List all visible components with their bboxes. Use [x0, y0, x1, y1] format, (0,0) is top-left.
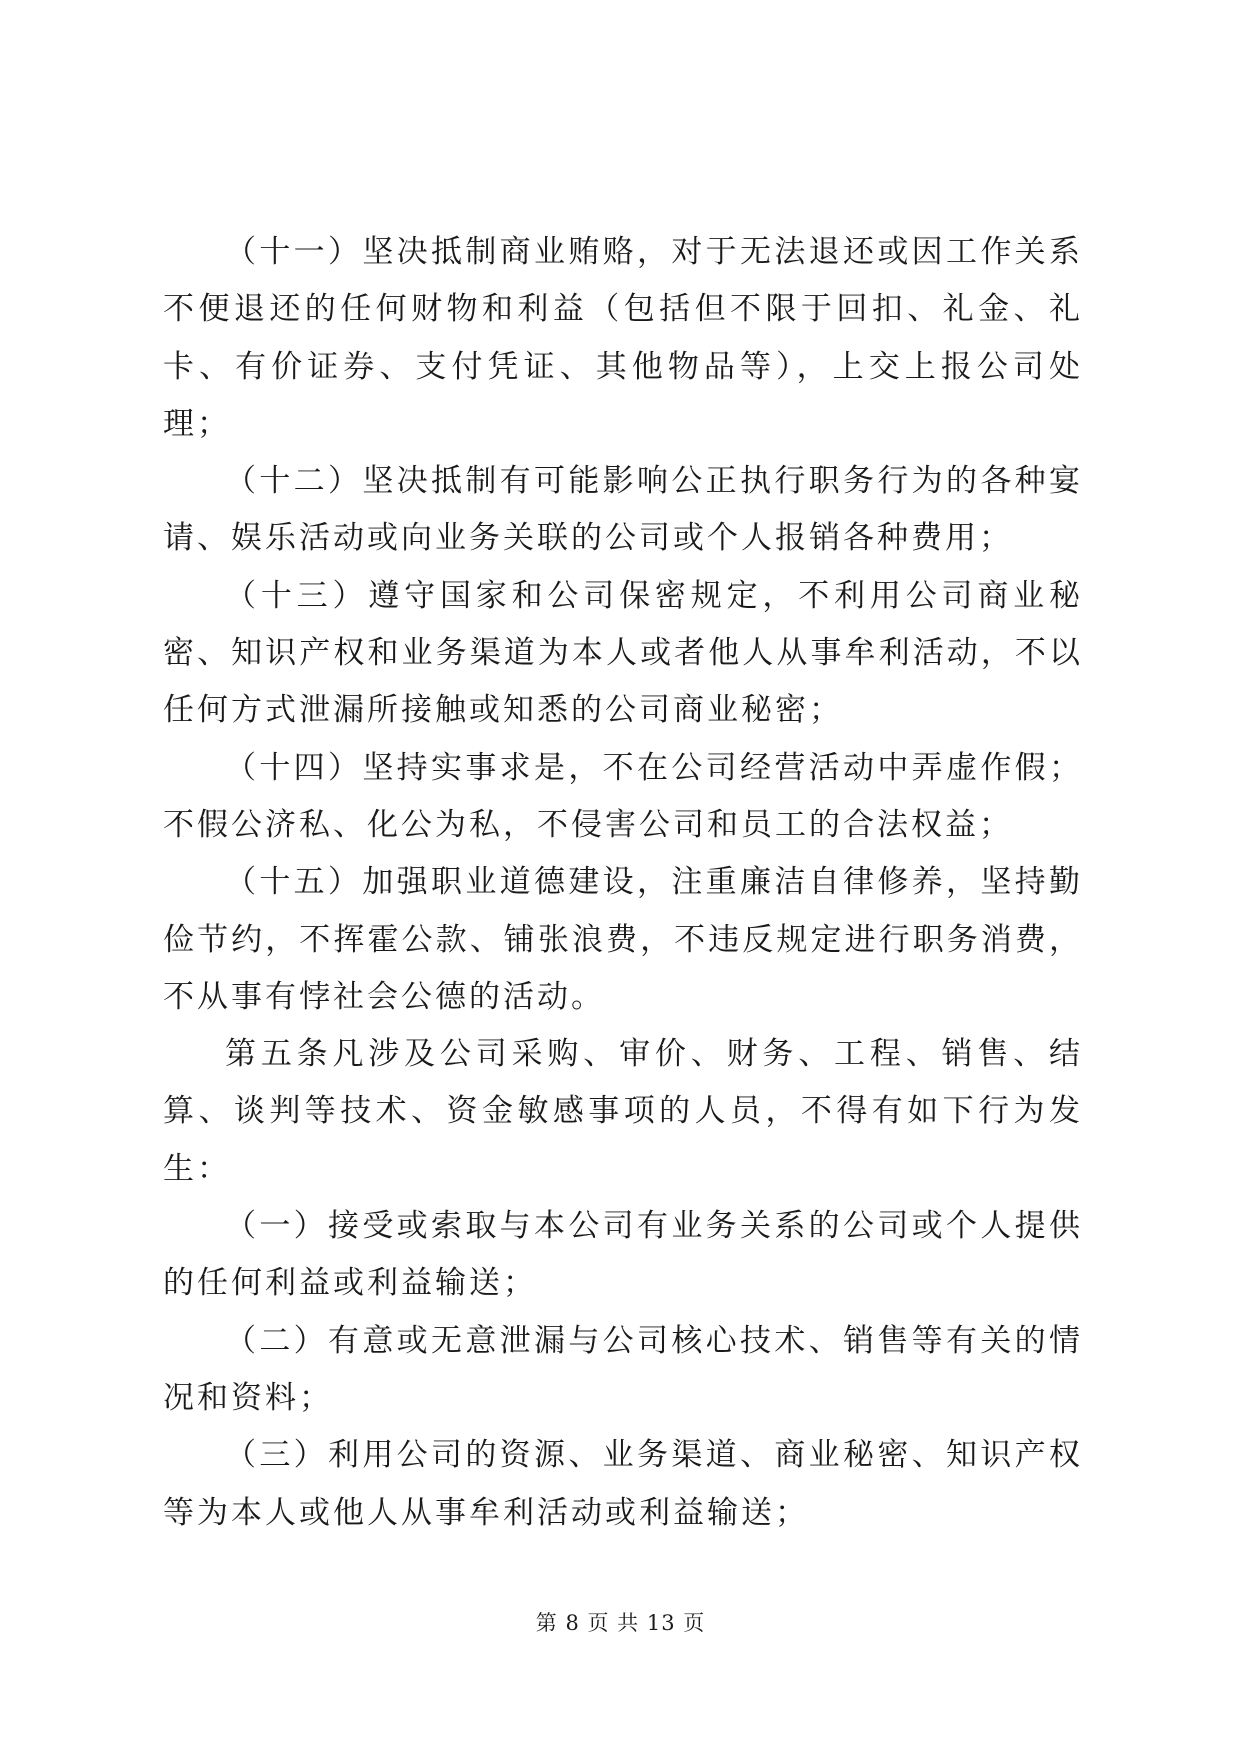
- paragraph: （一）接受或索取与本公司有业务关系的公司或个人提供的任何利益或利益输送；: [163, 1208, 1083, 1302]
- paragraph: 第五条凡涉及公司采购、审价、财务、工程、销售、结算、谈判等技术、资金敏感事项的人员，不得有如下行为发生：: [163, 1036, 1083, 1187]
- paragraph: （三）利用公司的资源、业务渠道、商业秘密、知识产权等为本人或他人从事牟利活动或利益输送；: [163, 1437, 1083, 1531]
- paragraph: （二）有意或无意泄漏与公司核心技术、销售等有关的情况和资料；: [163, 1322, 1083, 1416]
- paragraph: （十五）加强职业道德建设，注重廉洁自律修养，坚持勤俭节约，不挥霍公款、铺张浪费，不违反规定进行职务消费，不从事有悖社会公德的活动。: [163, 864, 1083, 1015]
- paragraph: （十二）坚决抵制有可能影响公正执行职务行为的各种宴请、娱乐活动或向业务关联的公司或个人报销各种费用；: [163, 463, 1083, 557]
- paragraph: （十四）坚持实事求是，不在公司经营活动中弄虚作假；不假公济私、化公为私，不侵害公司和员工的合法权益；: [163, 749, 1083, 843]
- document-body: [163, 224, 1083, 1542]
- paragraph: （十一）坚决抵制商业贿赂，对于无法退还或因工作关系不便退还的任何财物和利益（包括但不限于回扣、礼金、礼卡、有价证券、支付凭证、其他物品等），上交上报公司处理；: [163, 234, 1083, 442]
- page-footer: 第 8 页 共 13 页: [535, 1611, 706, 1635]
- paragraph: （十三）遵守国家和公司保密规定，不利用公司商业秘密、知识产权和业务渠道为本人或者他人从事牟利活动，不以任何方式泄漏所接触或知悉的公司商业秘密；: [163, 577, 1083, 729]
